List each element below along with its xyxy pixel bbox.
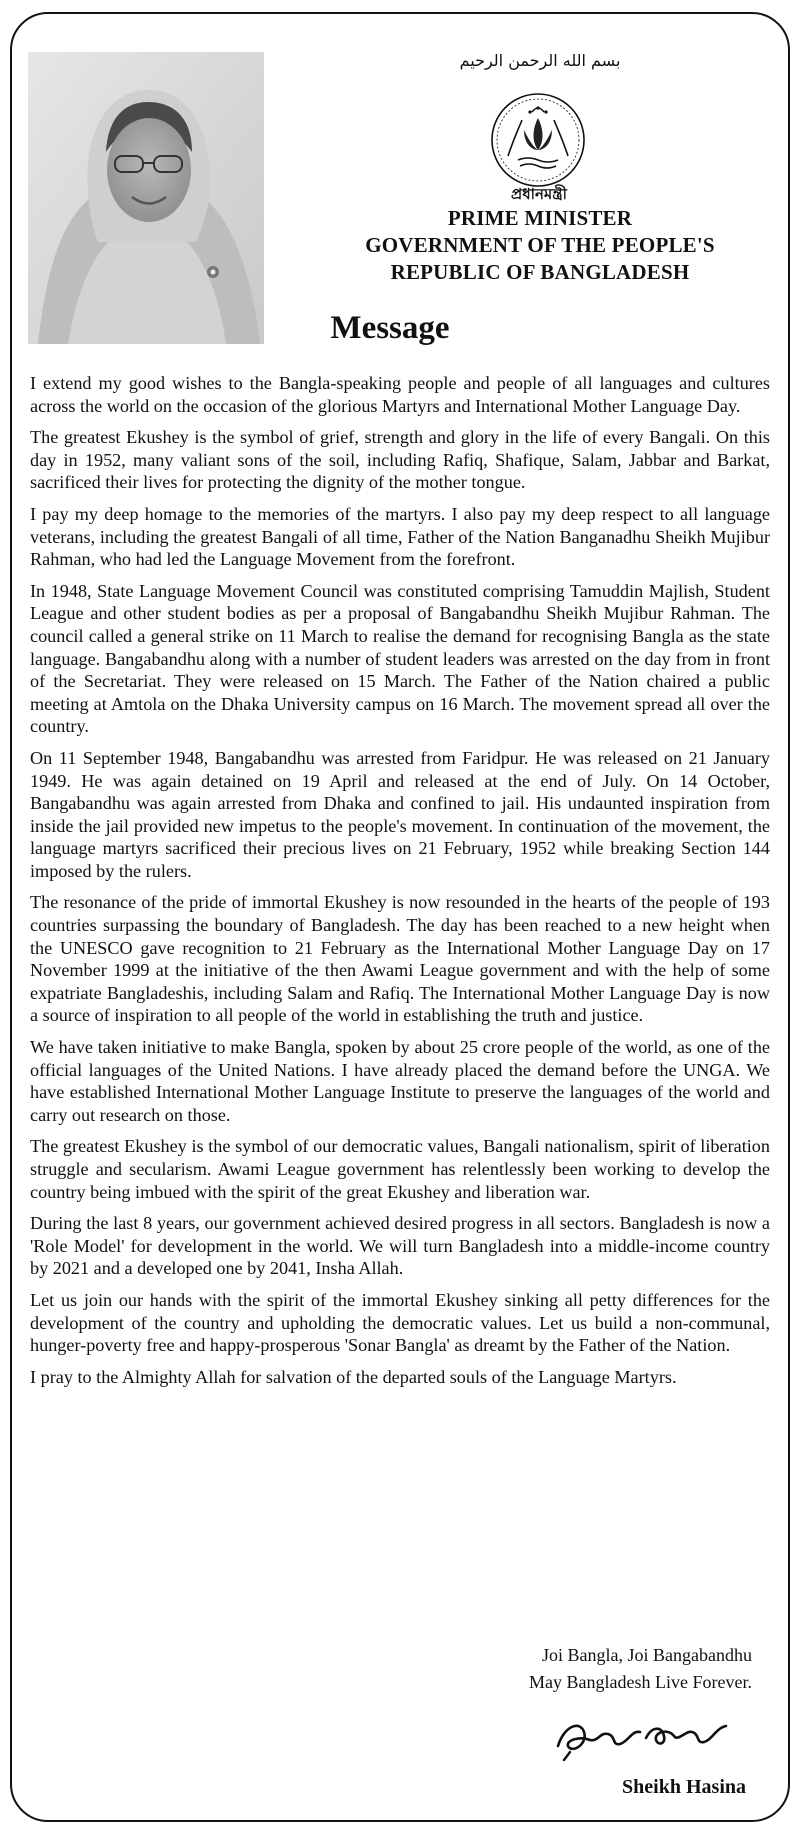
closing-line-2: May Bangladesh Live Forever.: [529, 1672, 752, 1692]
paragraph: The greatest Ekushey is the symbol of our democratic values, Bangali nationalism, spirit of liberation struggle and secularism. Awami League government has relentlessly been working to develop the country being imbued with the spirit of the great Ekushey and liberation war.: [30, 1136, 770, 1202]
message-body: [30, 372, 770, 1397]
paragraph: I pay my deep homage to the memories of the martyrs. I also pay my deep respect to all language veterans, including the greatest Bangali of all time, Father of the Nation Banganadhu Sheikh Mujibur Rahman, who had led the Language Movement from the forefront.: [30, 503, 770, 570]
paragraph: In 1948, State Language Movement Council was constituted comprising Tamuddin Majlish, Student League and other student bodies as per a proposal of Bangabandhu Sheikh Mujibur Rahman. The council called a general strike on 11 March to realise the demand for recognising Bangla as the state language. Bangabandhu along with a number of student leaders was arrested on the day from in front of the Secretariat. They were released on 15 March. The Father of the Nation chaired a public meeting at Amtola on the Dhaka University campus on 16 March. The movement spread all over the country.: [30, 580, 770, 737]
signer-name: Sheikh Hasina: [622, 1776, 746, 1798]
paragraph: The greatest Ekushey is the symbol of grief, strength and glory in the life of every Bangali. On this day in 1952, many valiant sons of the soil, including Rafiq, Shafique, Salam, Jabbar and Barkat, sacrificed their lives for protecting the dignity of the mother tongue.: [30, 427, 770, 493]
paragraph: On 11 September 1948, Bangabandhu was arrested from Faridpur. He was released on 21 January 1949. He was again detained on 19 April and released at the end of July. On 14 October, Bangabandhu was again arrested from Dhaka and confined to jail. His undaunted inspiration from inside the jail provided new impetus to the people's movement. In continuation of the movement, the language martyrs sacrificed their precious lives on 21 February, 1952 while breaking Section 144 imposed by the rulers.: [30, 747, 770, 881]
handwritten-signature: [550, 1706, 740, 1762]
message-heading: Message: [330, 310, 450, 346]
office-title-line-2: GOVERNMENT OF THE PEOPLE'S: [365, 233, 715, 257]
paragraph: I pray to the Almighty Allah for salvation of the departed souls of the Language Martyrs.: [30, 1366, 677, 1387]
office-title: [330, 205, 750, 286]
closing-line-1: Joi Bangla, Joi Bangabandhu: [542, 1645, 752, 1665]
bismillah-calligraphy: [440, 44, 640, 76]
emblem-label-bangla: [494, 178, 584, 208]
paragraph: Let us join our hands with the spirit of the immortal Ekushey sinking all petty differences for the development of the country and upholding the democratic values. Let us build a non-communal, hunger-poverty free and happy-prosperous 'Sonar Bangla' as dreamt by the Father of the Nation.: [30, 1289, 770, 1356]
closing-lines: [440, 1642, 760, 1696]
paragraph: The resonance of the pride of immortal Ekushey is now resounded in the hearts of the people of 193 countries surpassing the boundary of Bangladesh. The day has been reached to a new height when the UNESCO gave recognition to 21 February as the International Mother Language Day on 17 November 1999 at the initiative of the then Awami League government and with the help of some expatriate Bangladeshis, including Salam and Rafiq. The International Mother Language Day is now a source of inspiration to all people of the world in establishing the truth and justice.: [30, 892, 770, 1026]
portrait-photo: [28, 52, 264, 344]
bismillah-text: بسم الله الرحمن الرحيم: [459, 51, 621, 70]
office-title-line-1: PRIME MINISTER: [447, 206, 633, 230]
paragraph: During the last 8 years, our government achieved desired progress in all sectors. Bangladesh is now a 'Role Model' for development in the world. We will turn Bangladesh into a middle-income country by 2021 and a developed one by 2041, Insha Allah.: [30, 1213, 770, 1279]
paragraph: I extend my good wishes to the Bangla-speaking people and people of all languages and cultures across the world on the occasion of the glorious Martyrs and International Mother Language Day.: [30, 373, 770, 416]
emblem-label-text: প্রধানমন্ত্রী: [511, 185, 567, 203]
office-title-line-3: REPUBLIC OF BANGLADESH: [390, 260, 690, 284]
paragraph: We have taken initiative to make Bangla, spoken by about 25 crore people of the world, as one of the official languages of the United Nations. I have already placed the demand before the UNGA. We have established International Mother Language Institute to preserve the languages of the world and carry out research on those.: [30, 1037, 770, 1125]
government-emblem-icon: [488, 90, 588, 190]
